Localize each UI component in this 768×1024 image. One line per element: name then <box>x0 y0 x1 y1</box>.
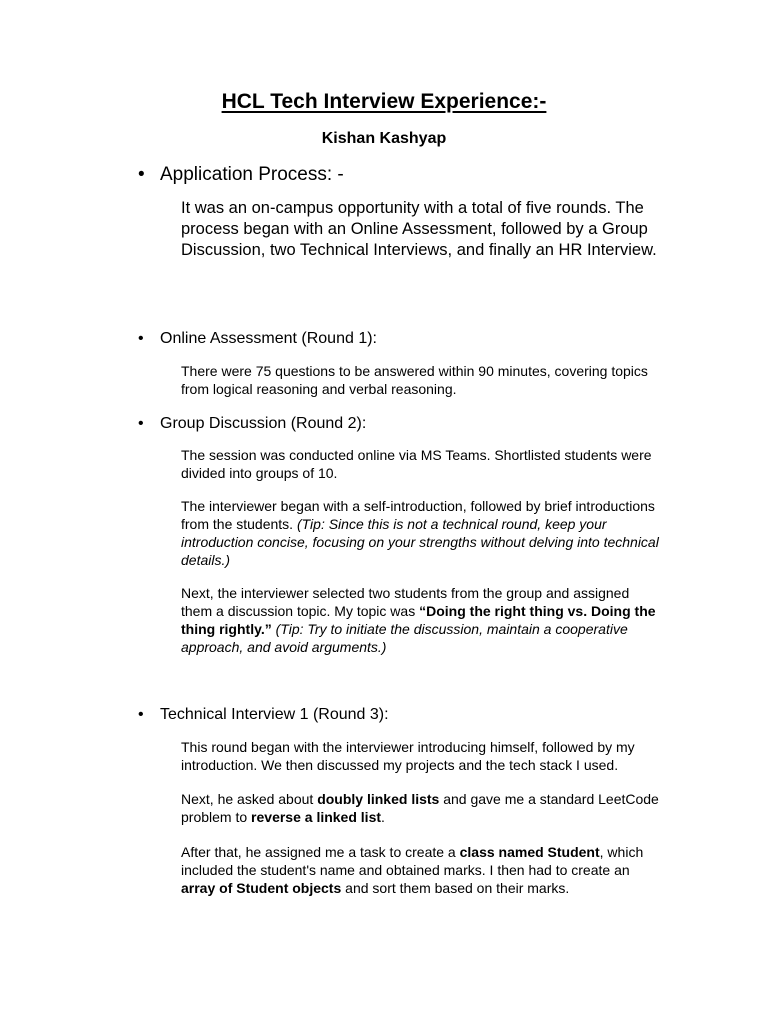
body-text: This round began with the interviewer introducing himself, followed by my introduction. We then discussed my projects and the tech stack I used. <box>181 739 635 773</box>
document-title: HCL Tech Interview Experience:- <box>221 90 547 113</box>
body-text: The session was conducted online via MS Teams. Shortlisted students were divided into groups of 10. <box>181 447 652 481</box>
paragraph <box>181 362 661 398</box>
bold-text: “Doing the right thing vs. Doing the thing rightly.” <box>181 603 656 637</box>
paragraph <box>181 198 661 261</box>
tip-text: (Tip: Try to initiate the discussion, maintain a cooperative approach, and avoid arguments.) <box>181 621 628 655</box>
paragraph <box>181 584 661 656</box>
bold-text: reverse a linked list <box>251 809 382 825</box>
bullet-icon: • <box>138 164 145 185</box>
paragraph <box>181 790 661 826</box>
body-text: It was an on-campus opportunity with a total of five rounds. The process began with an Online Assessment, followed by a Group Discussion, two Technical Interviews, and finally an HR Interview. <box>181 199 657 259</box>
tip-text: (Tip: Since this is not a technical round, keep your introduction concise, focusing on your strengths without delving into technical details.) <box>181 516 659 568</box>
section-heading-text: Technical Interview 1 (Round 3): <box>160 706 389 723</box>
bold-text: doubly linked lists <box>317 791 440 807</box>
paragraph <box>181 446 661 482</box>
bullet-icon: • <box>138 415 144 432</box>
body-text: and gave me a standard LeetCode problem to <box>181 791 659 825</box>
body-text: The interviewer began with a self-introduction, followed by brief introductions from the students. <box>181 498 655 532</box>
body-text: Next, he asked about <box>181 791 318 807</box>
body-text: There were 75 questions to be answered within 90 minutes, covering topics from logical reasoning and verbal reasoning. <box>181 363 648 397</box>
body-text: Next, the interviewer selected two students from the group and assigned them a discussion topic. My topic was <box>181 585 630 619</box>
bold-text: array of Student objects <box>181 880 342 896</box>
paragraph <box>181 738 661 774</box>
paragraph <box>181 843 661 897</box>
section-heading-text: Application Process: - <box>160 164 344 185</box>
body-text: and sort them based on their marks. <box>341 880 570 896</box>
bold-text: class named Student <box>459 844 600 860</box>
paragraph <box>181 497 661 569</box>
body-text: . <box>381 809 385 825</box>
body-text: After that, he assigned me a task to create a <box>181 844 460 860</box>
bullet-icon: • <box>138 706 144 723</box>
section-heading-text: Group Discussion (Round 2): <box>160 415 367 432</box>
author-name: Kishan Kashyap <box>321 130 447 147</box>
section-heading-text: Online Assessment (Round 1): <box>160 330 377 347</box>
bullet-icon: • <box>138 330 144 347</box>
body-text: , which included the student's name and obtained marks. I then had to create an <box>181 844 644 878</box>
